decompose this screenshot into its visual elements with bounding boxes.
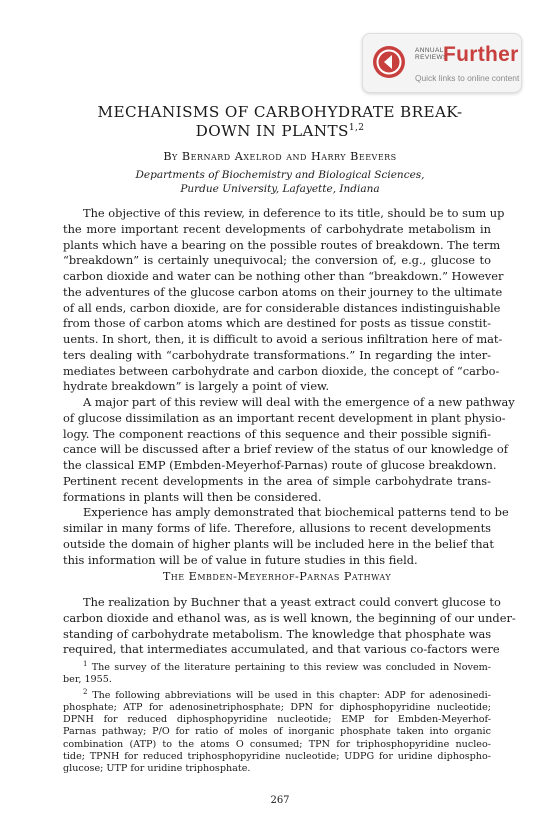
text-line: cance will be discussed after a brief review of the status of our knowledge of [63, 442, 508, 457]
text-line: standing of carbohydrate metabolism. The knowledge that phosphate was [63, 626, 492, 641]
text-line: similar in many forms of life. Therefore, allusions to recent developments [63, 521, 491, 535]
affiliation-line-1: Departments of Biochemistry and Biological Sciences, [135, 169, 425, 181]
page-number: 267 [270, 795, 290, 806]
further-links-badge[interactable] [362, 33, 522, 93]
title-footnote-marks: 1,2 [348, 122, 365, 133]
footnote-line: combination (ATP) to the atoms O consumed; TPN for triphosphopyridine nucleo- [63, 738, 491, 750]
text-line: carbon dioxide and water can be nothing other than “breakdown.” However [63, 269, 504, 283]
annual-reviews-brand: ANNUAL REVIEWS [415, 47, 448, 61]
text-line: of glucose dissimilation as an important recent development in plant physio- [63, 410, 506, 425]
footnotes [63, 659, 491, 775]
footnote-line: $^1$ The survey of the literature pertaining to this review was concluded in Novem- [83, 659, 491, 673]
title-line-1: MECHANISMS OF CARBOHYDRATE BREAK- [97, 103, 463, 121]
text-line: The realization by Buchner that a yeast extract could convert glucose to [83, 595, 501, 609]
text-line: the classical EMP (Embden-Meyerhof-Parnas) route of glucose breakdown. [63, 458, 497, 472]
section-text [63, 595, 516, 658]
footnote-line: DPNH for reduced diphosphopyridine nucleotide; EMP for Embden-Meyerhof- [63, 714, 491, 725]
text-line: mediates between carbohydrate and carbon dioxide, the concept of “carbo- [63, 363, 500, 378]
text-line: “breakdown” is certainly unequivocal; the conversion of, e.g., glucose to [63, 253, 491, 268]
footnote-line: glucose; UTP for uridine triphosphate. [63, 763, 251, 774]
text-line: carbon dioxide and ethanol was, as is well known, the beginning of our under- [63, 610, 516, 625]
text-line: the more important recent developments of carbohydrate metabolism in [63, 221, 491, 236]
article-authors: By Bernard Axelrod and Harry Beevers [163, 150, 397, 163]
title-line-2: DOWN IN PLANTS$^{1,2}$ [195, 122, 365, 140]
further-wordmark: Further [443, 43, 519, 66]
further-tagline: Quick links to online content [415, 73, 520, 83]
affiliation-line-2: Purdue University, Lafayette, Indiana [180, 183, 380, 195]
author-affiliation [60, 168, 500, 196]
footnote-line: ber, 1955. [63, 674, 112, 686]
footnote-mark: 2 [83, 687, 88, 696]
footnote-line: Parnas pathway; P/O for ratio of moles of inorganic phosphate taken into organic [63, 726, 491, 738]
text-line: The objective of this review, in deference to its title, should be to sum up [83, 206, 505, 220]
footnote-line: phosphate; ATP for adenosinetriphosphate; DPN for diphosphopyridine nucleotide; [63, 701, 491, 713]
section-heading: The Embden-Meyerhof-Parnas Pathway [162, 570, 392, 583]
footnote-line: $^2$ The following abbreviations will be used in this chapter: ADP for adenosinedi- [83, 687, 491, 701]
annual-reviews-logo-icon [371, 44, 407, 80]
text-line: A major part of this review will deal with the emergence of a new pathway [83, 395, 515, 409]
text-line: hydrate breakdown” is largely a point of view. [63, 379, 330, 394]
text-line: outside the domain of higher plants will be included here in the belief that [63, 536, 494, 551]
text-line: this information will be of value in future studies in this field. [63, 552, 418, 567]
text-line: from those of carbon atoms which are destined for posts as tissue constit- [63, 316, 491, 331]
text-line: logy. The component reactions of this sequence and their possible signifi- [63, 426, 491, 441]
text-line: Pertinent recent developments in the area of simple carbohydrate trans- [63, 473, 491, 488]
introduction-text [63, 206, 515, 568]
text-line: required, that intermediates accumulated, and that various co-factors were [63, 642, 500, 657]
text-line: the adventures of the glucose carbon atoms on their journey to the ultimate [63, 284, 503, 299]
text-line: of all ends, carbon dioxide, are for considerable distances indistinguishable [63, 300, 501, 315]
text-line: uents. In short, then, it is difficult to avoid a serious infiltration here of mat- [63, 332, 503, 346]
footnote-line: tide; TPNH for reduced triphosphopyridine nucleotide; UDPG for uridine diphospho- [63, 750, 491, 762]
footnote-mark: 1 [83, 659, 88, 668]
text-line: Experience has amply demonstrated that biochemical patterns tend to be [83, 505, 509, 520]
text-line: plants which have a bearing on the possible routes of breakdown. The term [63, 237, 501, 252]
text-line: formations in plants will then be considered. [63, 489, 322, 504]
text-line: ters dealing with “carbohydrate transformations.” In regarding the inter- [63, 347, 491, 362]
article-title [60, 103, 500, 141]
